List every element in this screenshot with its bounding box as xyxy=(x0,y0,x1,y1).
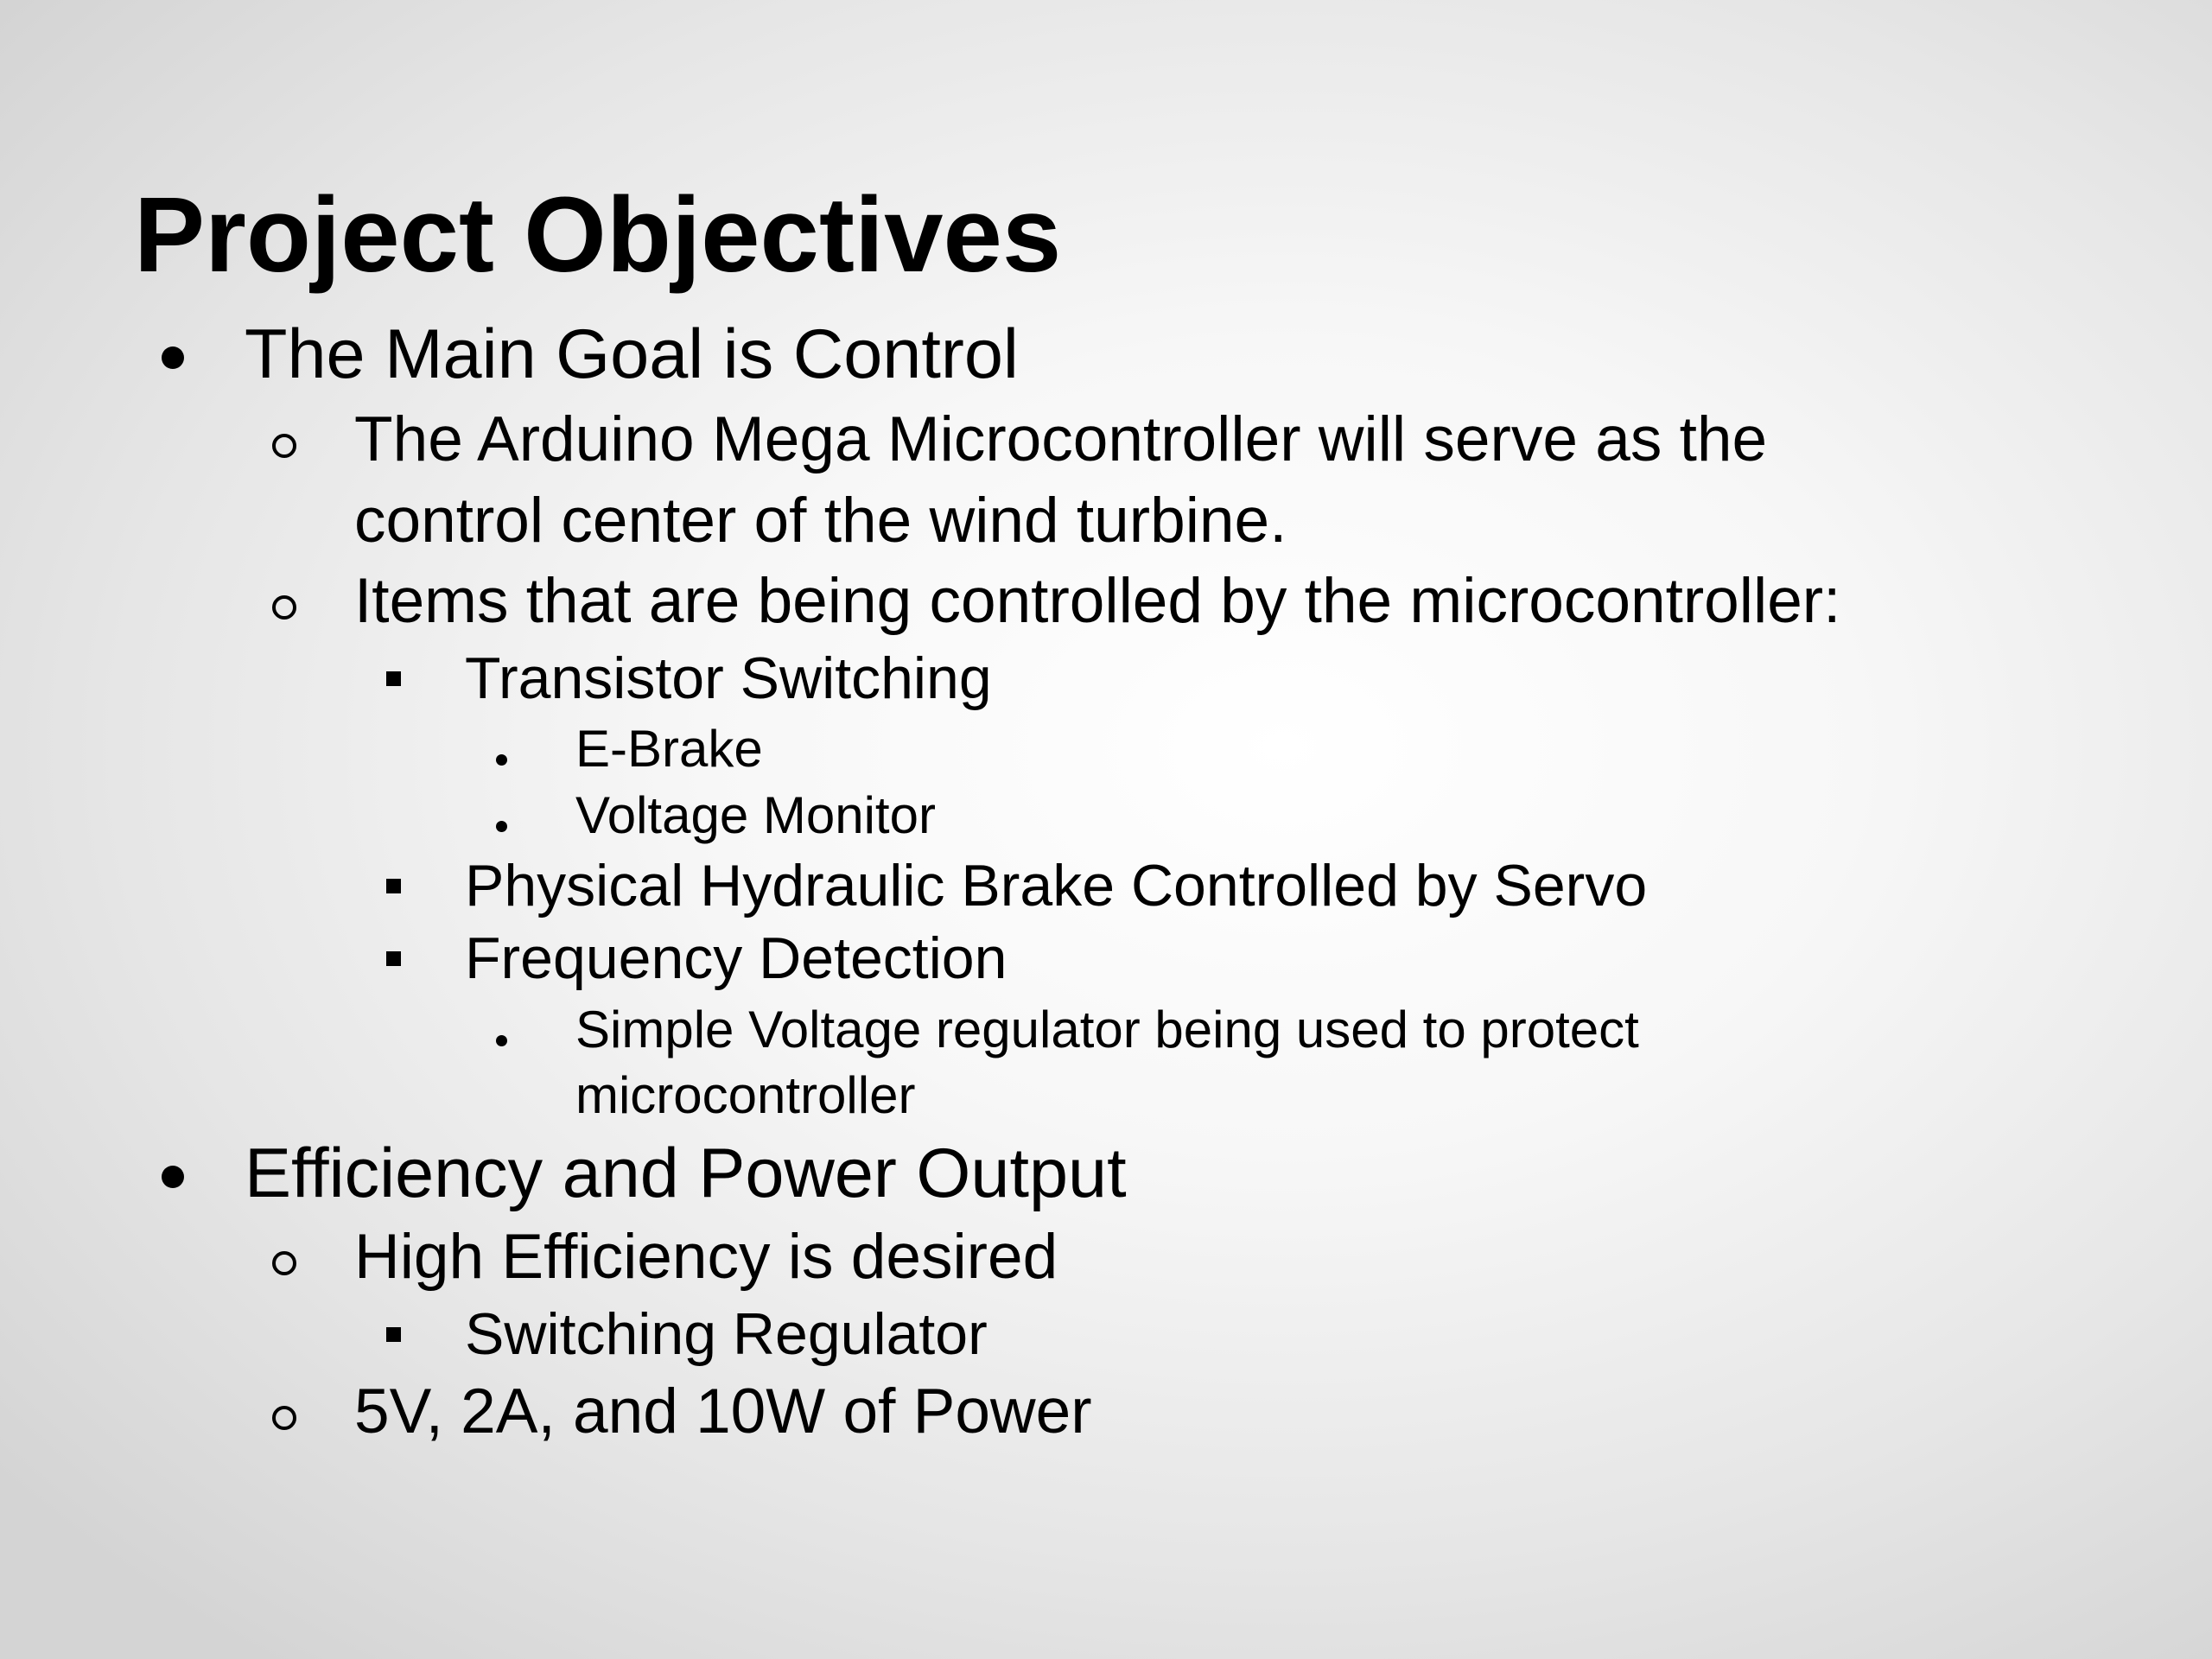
bullet-item-efficiency-power: Efficiency and Power Output xyxy=(245,1135,1127,1212)
bullet-dot-icon xyxy=(496,821,507,832)
bullet-circle-icon xyxy=(272,595,296,620)
bullet-dot-icon xyxy=(496,1035,507,1046)
bullet-item-switching-regulator: Switching Regulator xyxy=(465,1301,988,1367)
bullet-square-icon xyxy=(386,1327,401,1342)
bullet-item-hydraulic-brake: Physical Hydraulic Brake Controlled by Servo xyxy=(465,853,1648,918)
bullet-item-voltage-regulator: Simple Voltage regulator being used to protect xyxy=(575,1001,1639,1058)
bullet-square-icon xyxy=(386,951,401,966)
bullet-item-main-goal: The Main Goal is Control xyxy=(245,315,1019,393)
bullet-item-voltage-monitor: Voltage Monitor xyxy=(575,786,936,844)
bullet-square-icon xyxy=(386,671,401,686)
bullet-disc-icon xyxy=(162,1166,184,1188)
bullet-square-icon xyxy=(386,879,401,893)
bullet-item-power-spec: 5V, 2A, and 10W of Power xyxy=(354,1376,1092,1446)
bullet-circle-icon xyxy=(272,1406,296,1430)
bullet-circle-icon xyxy=(272,434,296,458)
bullet-dot-icon xyxy=(496,754,507,766)
bullet-item-controlled-items: Items that are being controlled by the microcontroller: xyxy=(354,566,1841,636)
bullet-item-arduino-mega: The Arduino Mega Microcontroller will serve as the xyxy=(354,404,1768,474)
slide-title: Project Objectives xyxy=(134,176,1062,295)
bullet-disc-icon xyxy=(162,346,184,369)
bullet-item-arduino-mega-continuation: control center of the wind turbine. xyxy=(354,486,1287,556)
bullet-item-e-brake: E-Brake xyxy=(575,720,763,778)
bullet-item-high-efficiency: High Efficiency is desired xyxy=(354,1222,1058,1292)
bullet-item-frequency-detection: Frequency Detection xyxy=(465,925,1007,991)
bullet-item-transistor-switching: Transistor Switching xyxy=(465,645,992,711)
bullet-item-voltage-regulator-continuation: microcontroller xyxy=(575,1066,916,1124)
bullet-circle-icon xyxy=(272,1251,296,1275)
